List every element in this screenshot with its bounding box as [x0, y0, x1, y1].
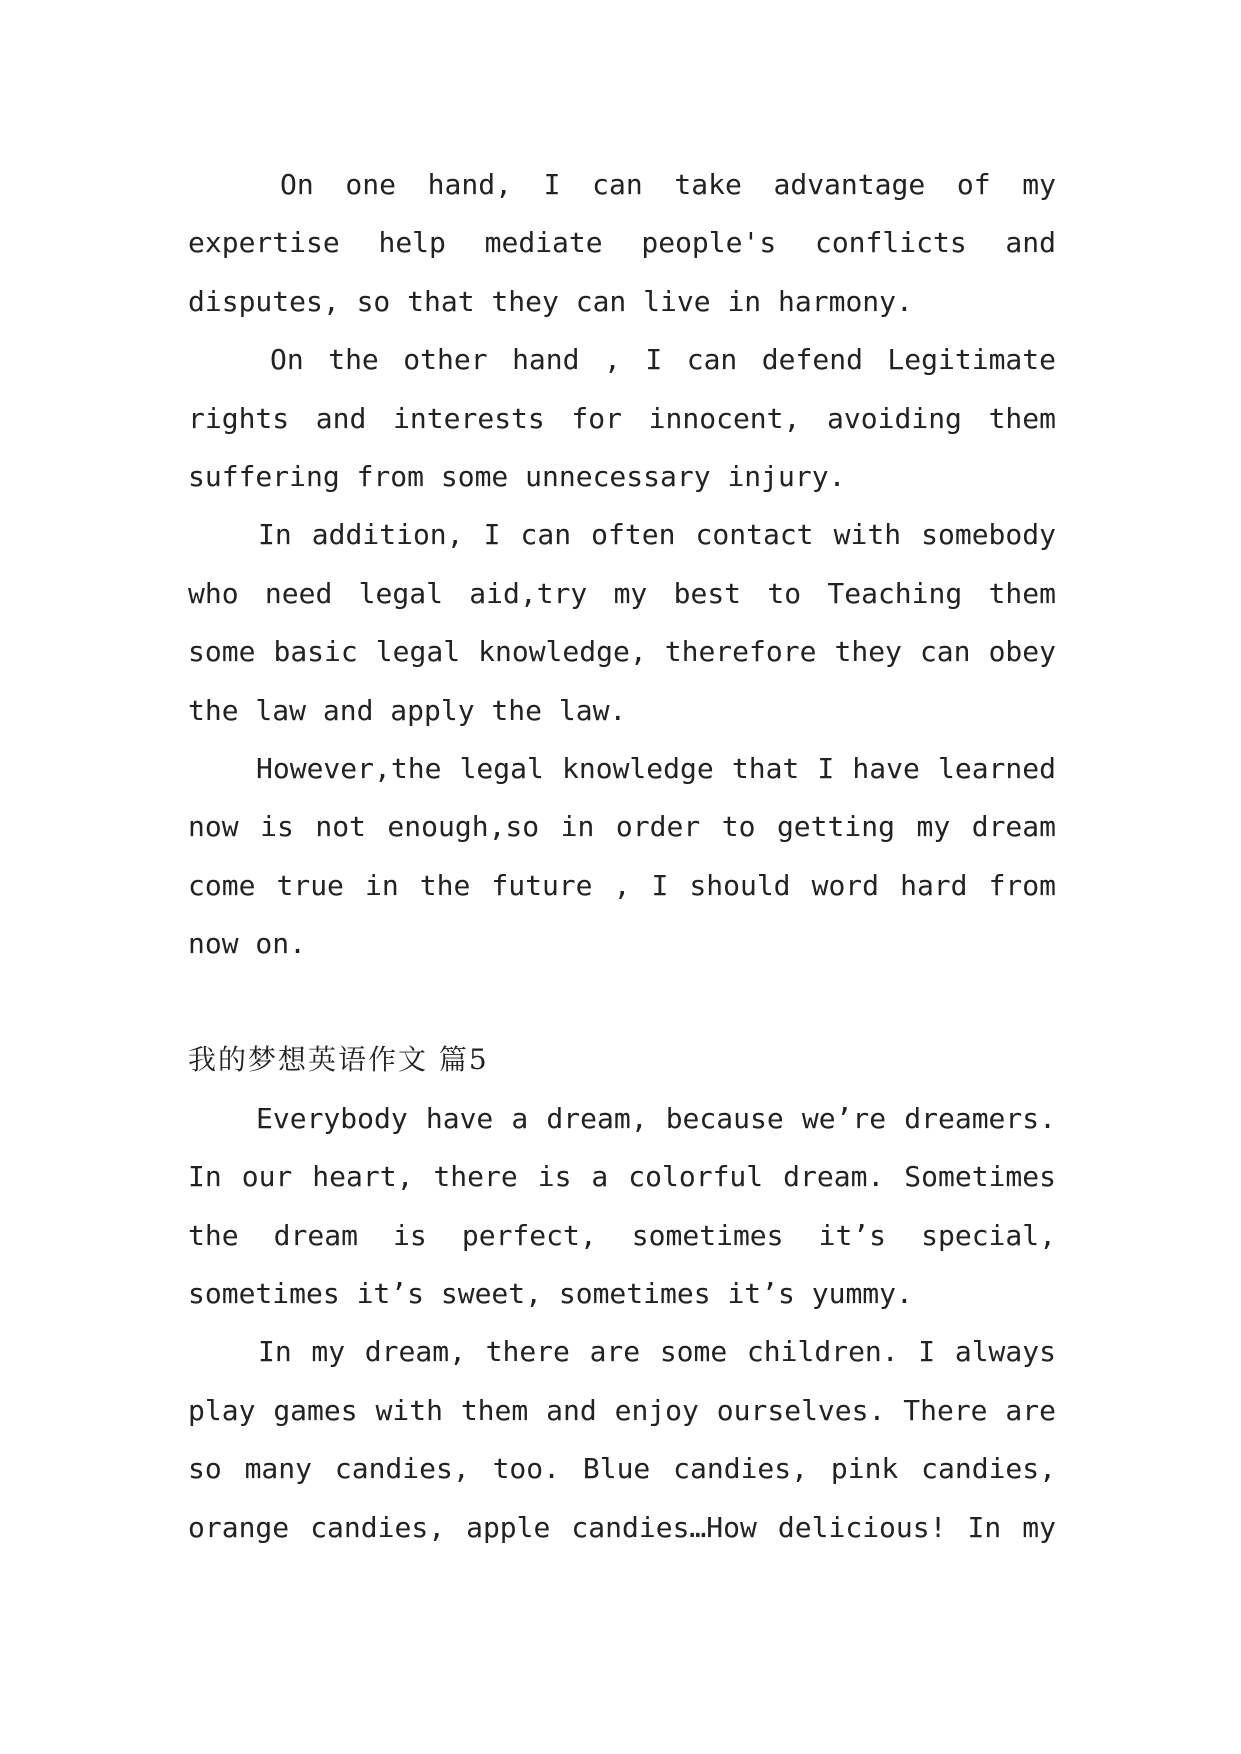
paragraph-line: who need legal aid,try my best to Teaching them: [188, 576, 1056, 610]
paragraph-line: On the other hand , I can defend Legitimate: [270, 343, 1056, 377]
paragraph-line: come true in the future , I should word hard from: [188, 868, 1056, 902]
paragraph-line: However,the legal knowledge that I have learned: [256, 751, 1056, 785]
paragraph-line: expertise help mediate people's conflicts and: [188, 226, 1056, 260]
paragraph-line: suffering from some unnecessary injury.: [188, 459, 846, 493]
paragraph: [188, 156, 1056, 331]
paragraph-line: orange candies, apple candies…How delicious! In my: [188, 1510, 1056, 1544]
paragraph: [188, 1323, 1056, 1557]
paragraph-line: disputes, so that they can live in harmony.: [188, 284, 913, 318]
paragraph-line: rights and interests for innocent, avoiding them: [188, 401, 1056, 435]
section-heading: 我的梦想英语作文 篇5: [188, 1043, 489, 1077]
paragraph-line: Everybody have a dream, because we’re dreamers.: [256, 1101, 1056, 1135]
paragraph-line: now on.: [188, 927, 307, 961]
paragraph: [188, 1090, 1056, 1324]
paragraph-line: some basic legal knowledge, therefore they can obey: [188, 635, 1056, 669]
paragraph-line: On one hand, I can take advantage of my: [280, 168, 1056, 201]
paragraph: [188, 331, 1056, 506]
paragraph-line: the dream is perfect, sometimes it’s special,: [188, 1218, 1056, 1252]
paragraph-line: In addition, I can often contact with somebody: [258, 518, 1056, 552]
paragraph-line: now is not enough,so in order to getting my dream: [188, 810, 1056, 844]
section-heading-block: [188, 1031, 1056, 1089]
paragraph-line: sometimes it’s sweet, sometimes it’s yummy.: [188, 1277, 913, 1311]
document-body: [188, 156, 1056, 1557]
paragraph: [188, 740, 1056, 974]
paragraph-line: the law and apply the law.: [188, 693, 627, 727]
paragraph-line: In our heart, there is a colorful dream. Sometimes: [188, 1160, 1056, 1194]
paragraph: [188, 506, 1056, 740]
paragraph-line: In my dream, there are some children. I always: [258, 1335, 1056, 1369]
paragraph-line: play games with them and enjoy ourselves. There are: [188, 1393, 1056, 1427]
paragraph-line: so many candies, too. Blue candies, pink candies,: [188, 1452, 1056, 1486]
